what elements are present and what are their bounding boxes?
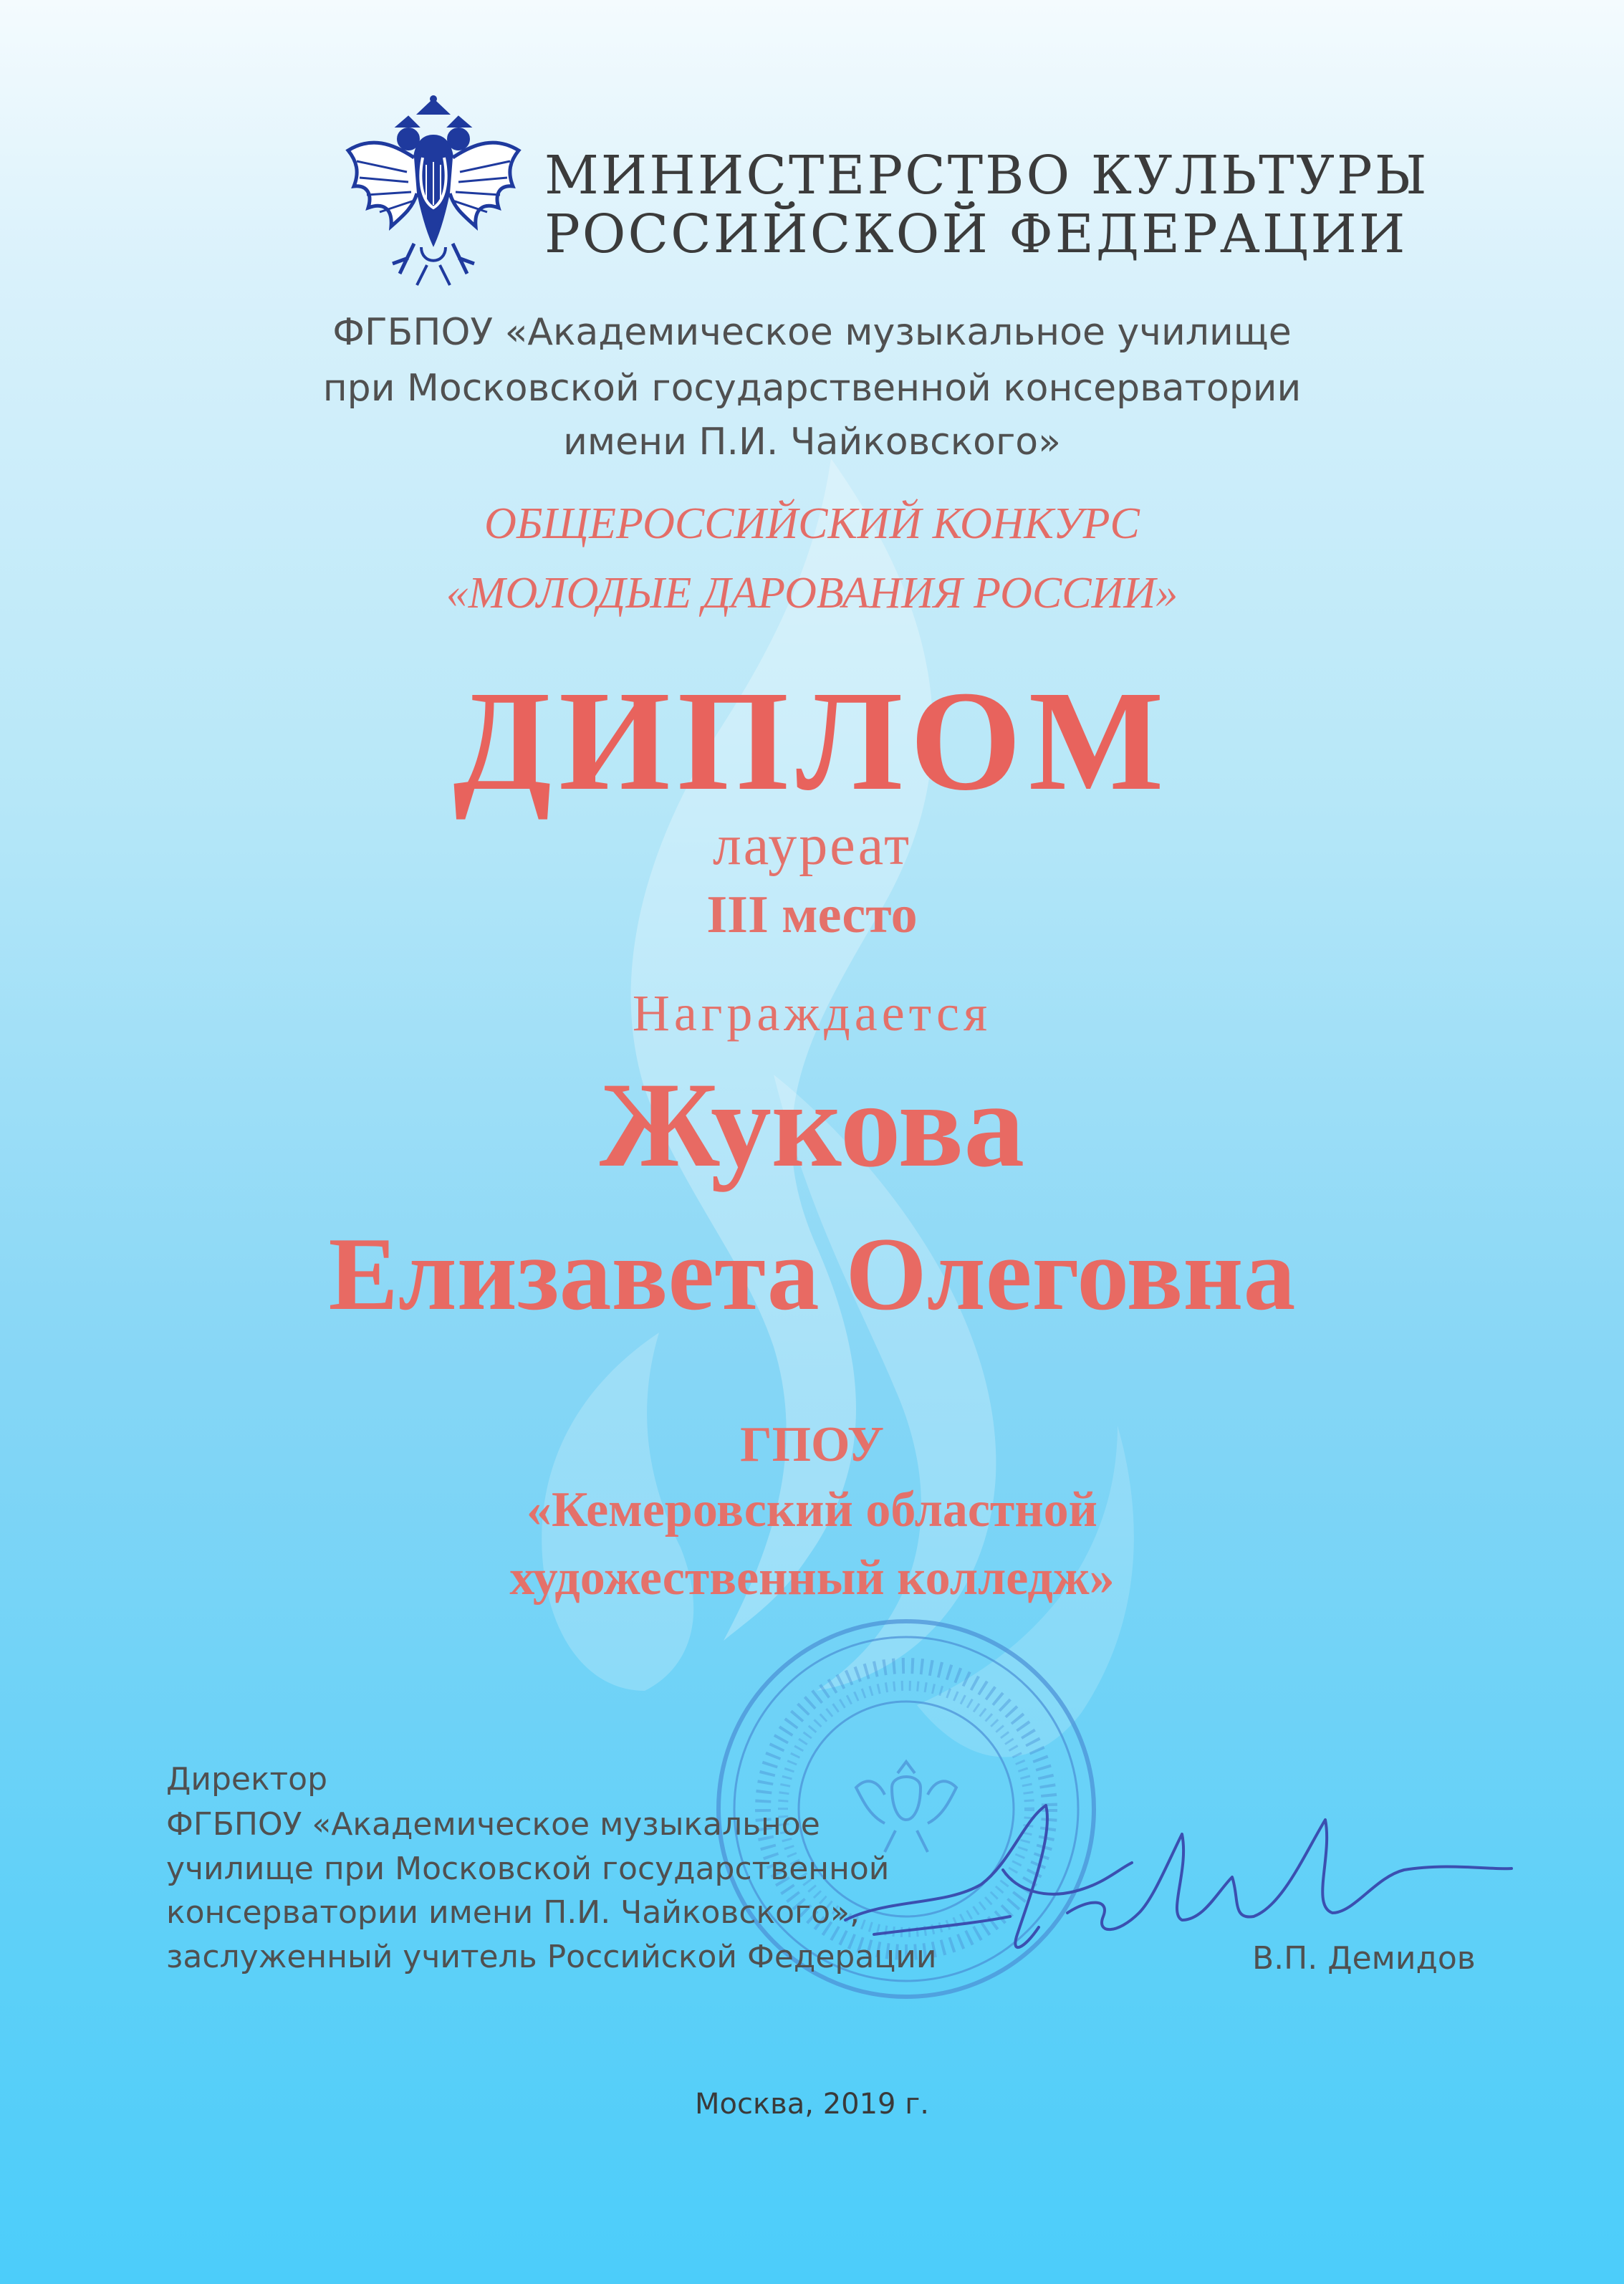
signatory-line-4: консерватории имени П.И. Чайковского», <box>166 1894 860 1931</box>
city-and-year: Москва, 2019 г. <box>695 2088 929 2121</box>
organization-line-3: художественный колледж» <box>509 1550 1115 1606</box>
institution-line-3: имени П.И. Чайковского» <box>563 421 1061 464</box>
laureate-label: лауреат <box>712 814 912 877</box>
signatory-name: В.П. Демидов <box>1252 1940 1476 1977</box>
double-headed-eagle-emblem-icon <box>342 93 524 288</box>
signatory-line-1: Директор <box>166 1761 328 1798</box>
contest-title-line-1: ОБЩЕРОССИЙСКИЙ КОНКУРС <box>484 499 1140 548</box>
recipient-surname: Жукова <box>599 1057 1025 1192</box>
signatory-line-2: ФГБПОУ «Академическое музыкальное <box>166 1806 820 1843</box>
place-label: III место <box>706 886 918 944</box>
awarded-label: Награждается <box>632 984 992 1042</box>
ministry-title-line-2: РОССИЙСКОЙ ФЕДЕРАЦИИ <box>544 203 1408 265</box>
institution-line-2: при Московской государственной консерватории <box>322 367 1302 410</box>
signatory-line-3: училище при Московской государственной <box>166 1851 890 1887</box>
organization-line-2: «Кемеровский областной <box>527 1482 1097 1537</box>
institution-line-1: ФГБПОУ «Академическое музыкальное училище <box>332 311 1292 354</box>
ministry-title-line-1: МИНИСТЕРСТВО КУЛЬТУРЫ <box>544 145 1429 206</box>
recipient-given-names: Елизавета Олеговна <box>328 1216 1296 1332</box>
contest-title-line-2: «МОЛОДЫЕ ДАРОВАНИЯ РОССИИ» <box>446 569 1178 618</box>
diploma-title: ДИПЛОМ <box>453 662 1171 820</box>
organization-line-1: ГПОУ <box>740 1417 884 1472</box>
signatory-line-5: заслуженный учитель Российской Федерации <box>166 1939 937 1975</box>
